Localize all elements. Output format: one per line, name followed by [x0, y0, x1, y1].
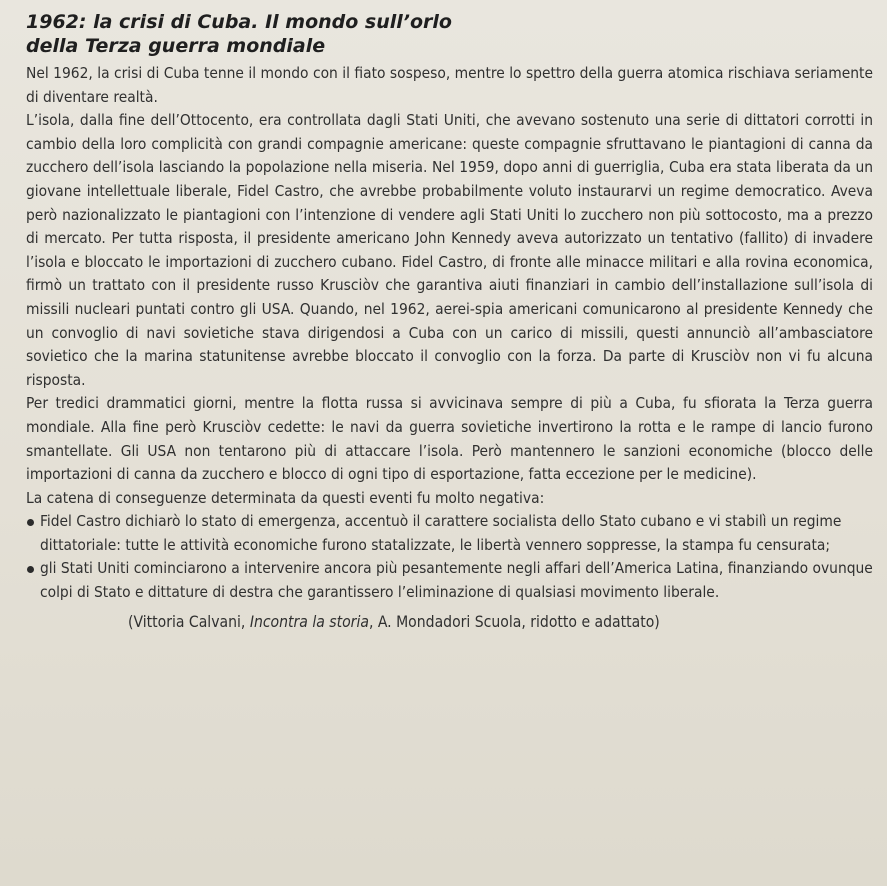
- citation-book-title: Incontra la storia: [249, 612, 369, 631]
- list-item-text: Fidel Castro dichiarò lo stato di emergenza, accentuò il carattere socialista dello Stato cubano e vi stabilì un regime dittatoriale: tutte le attività economiche furono statalizzate, le libertà vennero soppresse, la stampa fu censurata;: [40, 512, 842, 554]
- bullet-icon: [27, 519, 34, 526]
- citation-publisher: , A. Mondadori Scuola, ridotto e adattato): [368, 612, 660, 631]
- consequences-list: [26, 510, 873, 604]
- title-line-2: della Terza guerra mondiale: [26, 35, 326, 57]
- paragraph-thirteen-days: Per tredici drammatici giorni, mentre la flotta russa si avvicinava sempre di più a Cuba, fu sfiorata la Terza guerra mondiale. Alla fine però Krusciòv cedette: le navi da guerra sovietiche invertirono la rotta e le rampe di lancio furono smantellate. Gli USA non tentarono più di attaccare l’isola. Però mantennero le sanzioni economiche (blocco delle importazioni di canna da zucchero e blocco di ogni tipo di esportazione, fatta eccezione per le medicine).: [26, 394, 873, 484]
- list-item: [26, 557, 873, 604]
- article-body: [26, 62, 873, 634]
- bullet-icon: [27, 566, 34, 573]
- paragraph-consequences-intro: La catena di conseguenze determinata da questi eventi fu molto negativa:: [26, 488, 545, 507]
- list-item-text: gli Stati Uniti cominciarono a intervenire ancora più pesantemente negli affari dell’America Latina, finanziando ovunque colpi di Stato e dittature di destra che garantissero l’eliminazione di qualsiasi movimento liberale.: [40, 559, 873, 602]
- paragraph-intro: Nel 1962, la crisi di Cuba tenne il mondo con il fiato sospeso, mentre lo spettro della guerra atomica rischiava seriamente di diventare realtà.: [26, 64, 873, 106]
- citation-author: (Vittoria Calvani,: [128, 612, 250, 631]
- page-title: [26, 10, 873, 58]
- paragraph-background: L’isola, dalla fine dell’Ottocento, era controllata dagli Stati Uniti, che avevano sostenuto una serie di dittatori corrotti in cambio della loro complicità con grandi compagnie americane: queste compagnie sfruttavano le piantagioni di canna da zucchero dell’isola lasciando la popolazione nella miseria. Nel 1959, dopo anni di guerriglia, Cuba era stata liberata da un giovane intellettuale liberale, Fidel Castro, che avrebbe probabilmente voluto instaurarvi un regime democratico. Aveva però nazionalizzato le piantagioni con l’intenzione di vendere agli Stati Uniti lo zucchero non più sottocosto, ma a prezzo di mercato. Per tutta risposta, il presidente americano John Kennedy aveva autorizzato un tentativo (fallito) di invadere l’isola e bloccato le importazioni di zucchero cubano. Fidel Castro, di fronte alle minacce militari e alla rovina economica, firmò un trattato con il presidente russo Krusciòv che garantiva aiuti finanziari in cambio dell’installazione sull’isola di missili nucleari puntati contro gli USA. Quando, nel 1962, aerei-spia americani comunicarono al presidente Kennedy che un convoglio di navi sovietiche stava dirigendosi a Cuba con un carico di missili, questi annunciò all’ambasciatore sovietico che la marina statunitense avrebbe bloccato il convoglio con la forza. Da parte di Krusciòv non vi fu alcuna risposta.: [26, 111, 873, 389]
- list-item: [26, 510, 873, 557]
- source-citation: [26, 611, 873, 635]
- title-line-1: 1962: la crisi di Cuba. Il mondo sull’orlo: [26, 11, 452, 33]
